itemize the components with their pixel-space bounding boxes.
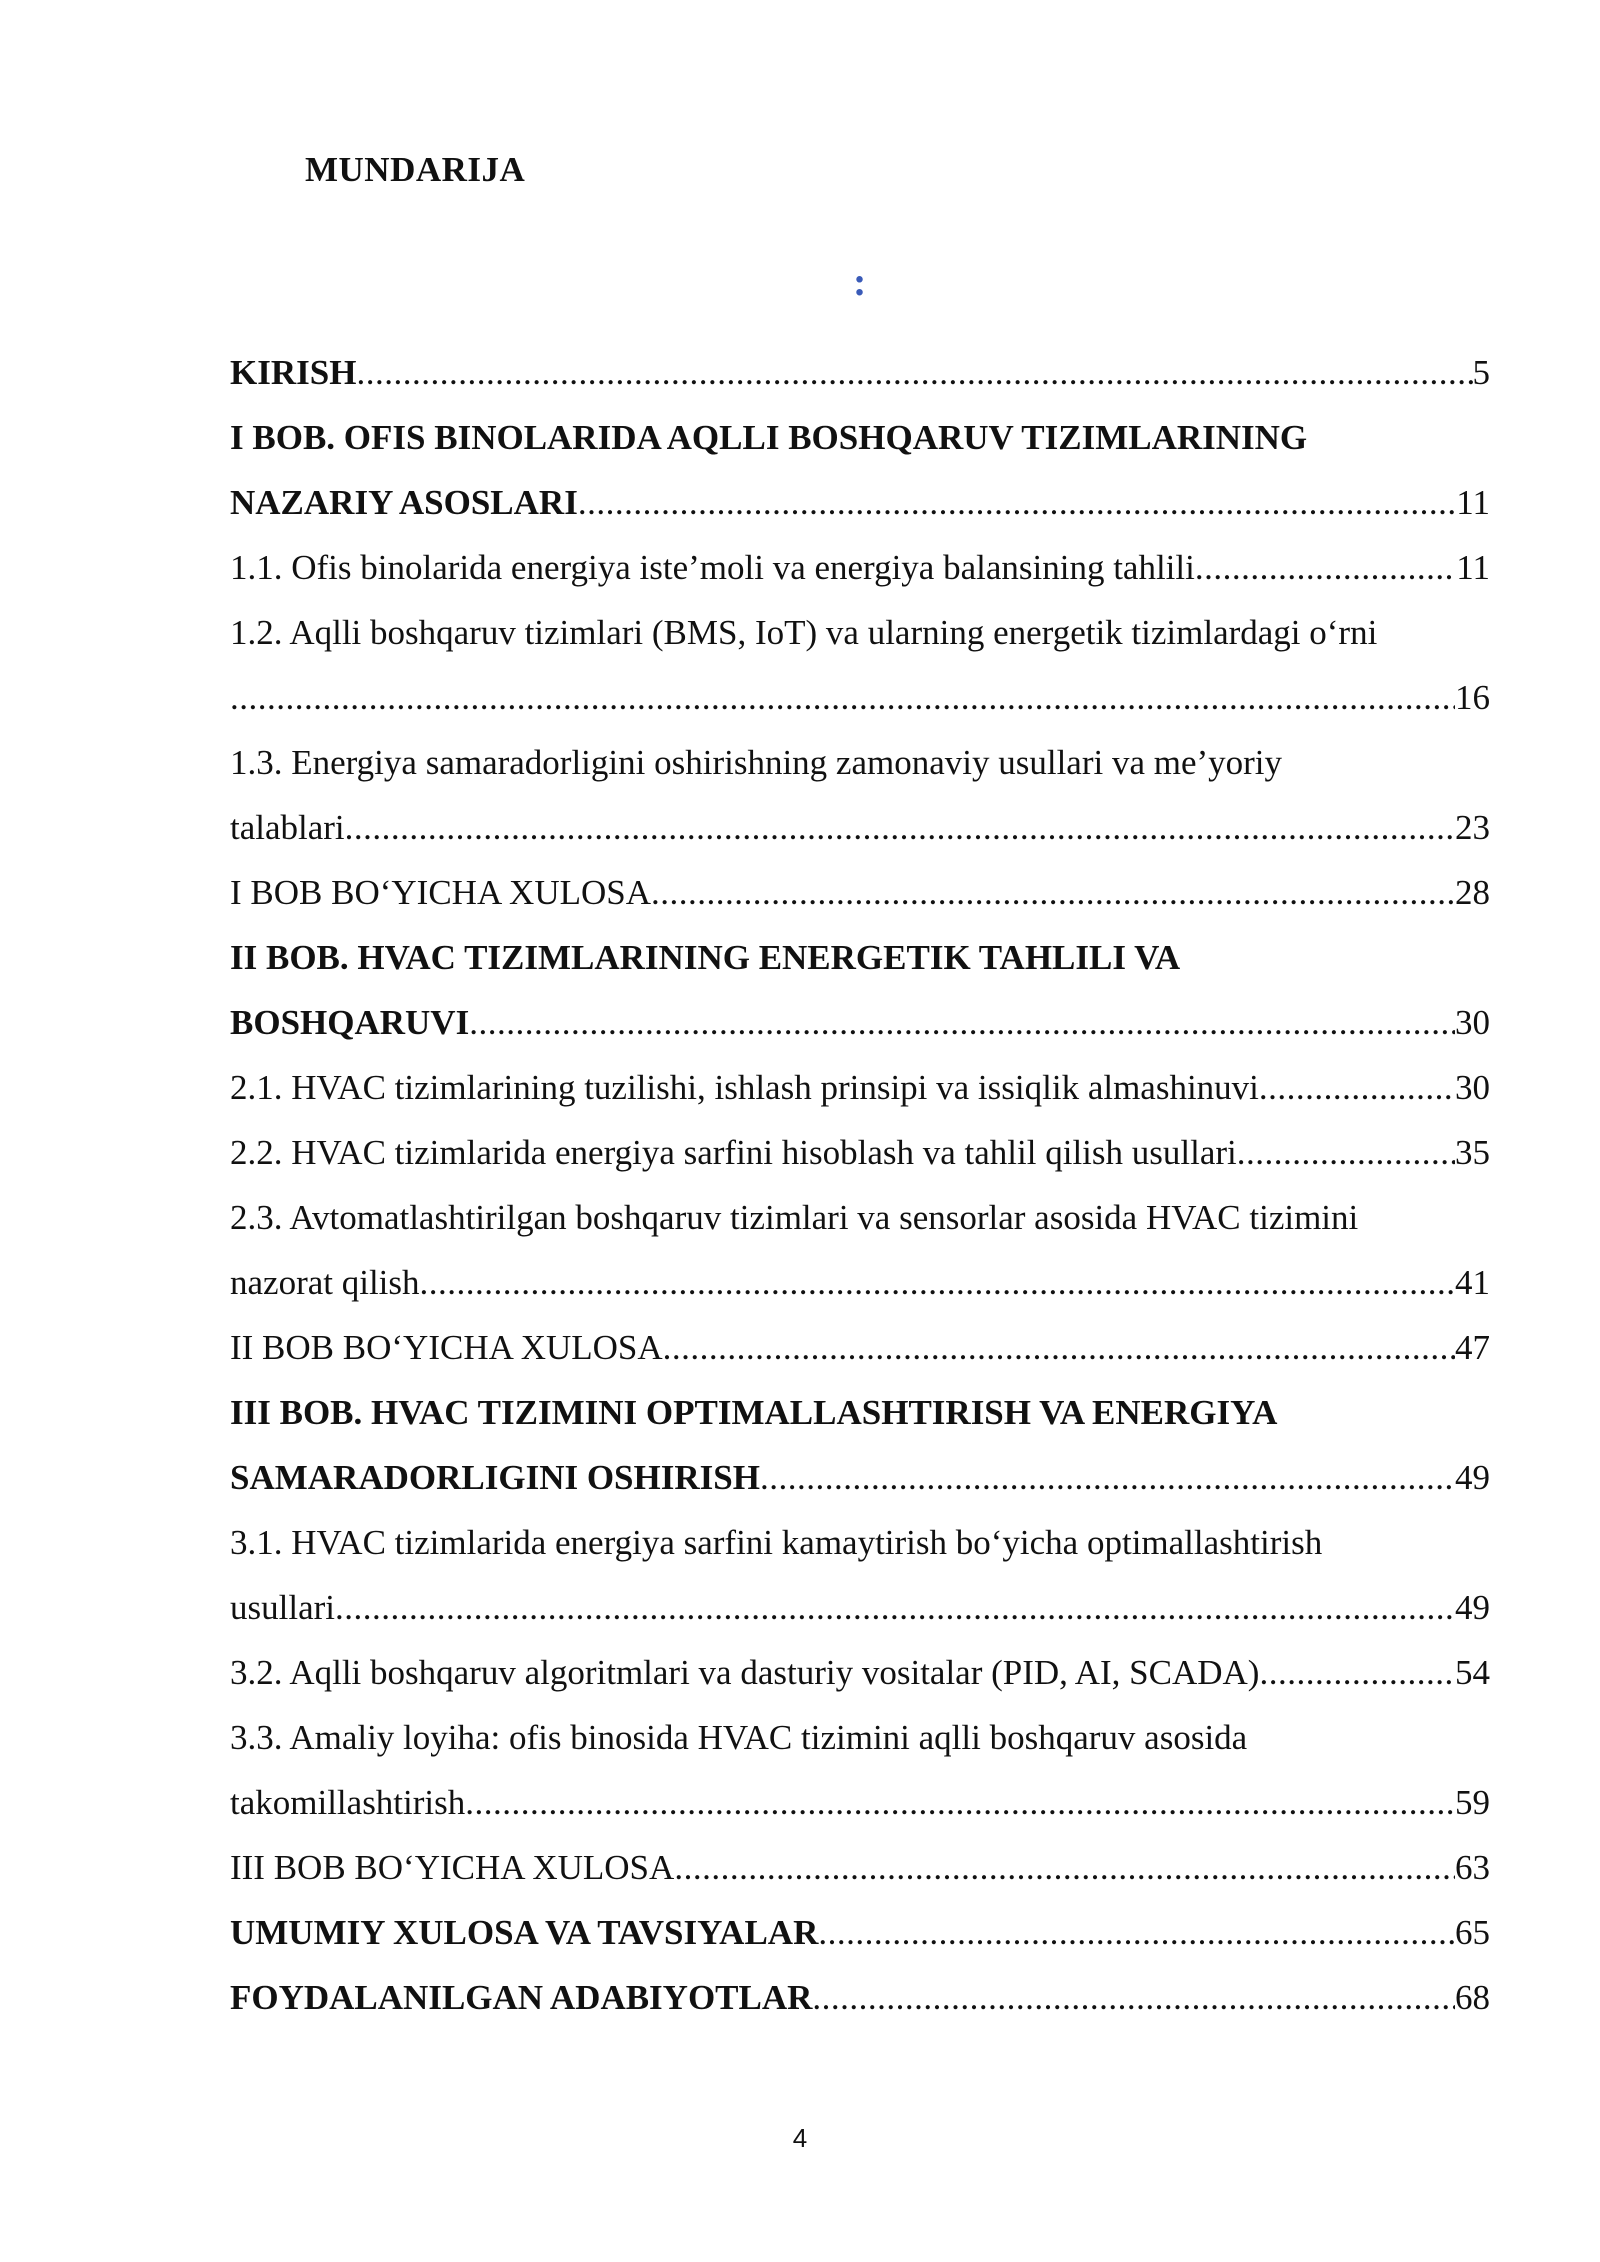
toc-entry-text: nazorat qilish [230,1263,420,1302]
table-of-contents [230,340,1490,2030]
dot-leader [230,665,1455,730]
dot-leader [1237,1120,1455,1185]
dot-leader [663,1315,1455,1380]
toc-page-number: 23 [1455,808,1490,847]
toc-entry[interactable] [230,990,1490,1055]
toc-entry-text: usullari [230,1588,335,1627]
toc-entry[interactable] [230,1445,1490,1510]
toc-entry[interactable] [230,1705,1490,1770]
toc-page-number: 41 [1455,1263,1490,1302]
toc-entry-text: I BOB BO‘YICHA XULOSA [230,873,651,912]
toc-entry-text: UMUMIY XULOSA VA TAVSIYALAR [230,1913,819,1952]
toc-entry[interactable] [230,1640,1490,1705]
toc-entry[interactable] [230,340,1490,405]
toc-entry-text: 1.3. Energiya samaradorligini oshirishning zamonaviy usullari va me’yoriy [230,743,1283,782]
toc-entry[interactable] [230,405,1490,470]
toc-entry[interactable] [230,1900,1490,1965]
toc-page-number: 54 [1455,1653,1490,1692]
toc-entry[interactable] [230,1770,1490,1835]
toc-entry-text: takomillashtirish [230,1783,466,1822]
toc-entry-text: SAMARADORLIGINI OSHIRISH [230,1458,760,1497]
toc-page-number: 68 [1455,1978,1490,2017]
toc-entry-text: 1.2. Aqlli boshqaruv tizimlari (BMS, IoT) va ularning energetik tizimlardagi o‘rni [230,613,1378,652]
toc-entry[interactable] [230,535,1490,600]
toc-entry[interactable] [230,1510,1490,1575]
toc-entry[interactable] [230,1380,1490,1445]
toc-page-number: 16 [1455,678,1490,717]
toc-entry-text: 3.2. Aqlli boshqaruv algoritmlari va dasturiy vositalar (PID, AI, SCADA) [230,1653,1260,1692]
toc-page-number: 63 [1455,1848,1490,1887]
dot-leader [674,1835,1455,1900]
page-number: 4 [792,2123,808,2153]
toc-entry[interactable] [230,600,1490,665]
toc-entry-text: 3.1. HVAC tizimlarida energiya sarfini kamaytirish bo‘yicha optimallashtirish [230,1523,1323,1562]
toc-entry-text: 2.3. Avtomatlashtirilgan boshqaruv tizimlari va sensorlar asosida HVAC tizimini [230,1198,1359,1237]
toc-page-number: 65 [1455,1913,1490,1952]
toc-entry-text: FOYDALANILGAN ADABIYOTLAR [230,1978,813,2017]
dot-leader [578,470,1456,535]
toc-page-number: 59 [1455,1783,1490,1822]
toc-page-number: 47 [1455,1328,1490,1367]
toc-entry-text: BOSHQARUVI [230,1003,470,1042]
toc-entry-text: KIRISH [230,353,357,392]
dot-leader [1259,1055,1455,1120]
toc-entry-text: II BOB BO‘YICHA XULOSA [230,1328,663,1367]
toc-entry-text: I BOB. OFIS BINOLARIDA AQLLI BOSHQARUV TIZIMLARINING [230,418,1308,457]
toc-entry[interactable] [230,925,1490,990]
toc-entry[interactable] [230,1315,1490,1380]
toc-entry[interactable] [230,860,1490,925]
dot-leader [818,1900,1455,1965]
dot-leader [1259,1640,1455,1705]
toc-entry-text: NAZARIY ASOSLARI [230,483,578,522]
toc-entry[interactable] [230,1055,1490,1120]
colon-mark: : [853,259,867,304]
toc-page-number: 28 [1455,873,1490,912]
toc-page-number: 11 [1456,483,1490,522]
toc-entry[interactable] [230,730,1490,795]
toc-entry-text: 1.1. Ofis binolarida energiya iste’moli va energiya balansining tahlili [230,548,1195,587]
dot-leader [345,795,1455,860]
dot-leader [812,1965,1455,2030]
toc-page-number: 35 [1455,1133,1490,1172]
toc-entry[interactable] [230,1120,1490,1185]
dot-leader [1195,535,1456,600]
toc-entry[interactable] [230,1835,1490,1900]
toc-entry-text: 2.2. HVAC tizimlarida energiya sarfini hisoblash va tahlil qilish usullari [230,1133,1237,1172]
toc-entry-text: III BOB BO‘YICHA XULOSA [230,1848,675,1887]
toc-entry-text: 2.1. HVAC tizimlarining tuzilishi, ishlash prinsipi va issiqlik almashinuvi [230,1068,1259,1107]
toc-page-number: 30 [1455,1068,1490,1107]
toc-entry[interactable] [230,470,1490,535]
toc-page-number: 49 [1455,1458,1490,1497]
toc-title: MUNDARIJA [305,150,526,189]
toc-entry[interactable] [230,1965,1490,2030]
dot-leader [356,340,1472,405]
dot-leader [465,1770,1455,1835]
toc-page-number: 49 [1455,1588,1490,1627]
toc-entry-text: talablari [230,808,345,847]
dot-leader [420,1250,1455,1315]
toc-entry[interactable] [230,665,1490,730]
dot-leader [335,1575,1455,1640]
toc-entry[interactable] [230,795,1490,860]
toc-entry-text: II BOB. HVAC TIZIMLARINING ENERGETIK TAHLILI VA [230,938,1181,977]
toc-entry[interactable] [230,1185,1490,1250]
dot-leader [760,1445,1455,1510]
toc-page-number: 5 [1472,353,1490,392]
toc-entry[interactable] [230,1250,1490,1315]
toc-page-number: 30 [1455,1003,1490,1042]
toc-page-number: 11 [1456,548,1490,587]
dot-leader [651,860,1455,925]
toc-entry[interactable] [230,1575,1490,1640]
dot-leader [469,990,1455,1055]
toc-entry-text: III BOB. HVAC TIZIMINI OPTIMALLASHTIRISH VA ENERGIYA [230,1393,1278,1432]
toc-entry-text: 3.3. Amaliy loyiha: ofis binosida HVAC tizimini aqlli boshqaruv asosida [230,1718,1248,1757]
